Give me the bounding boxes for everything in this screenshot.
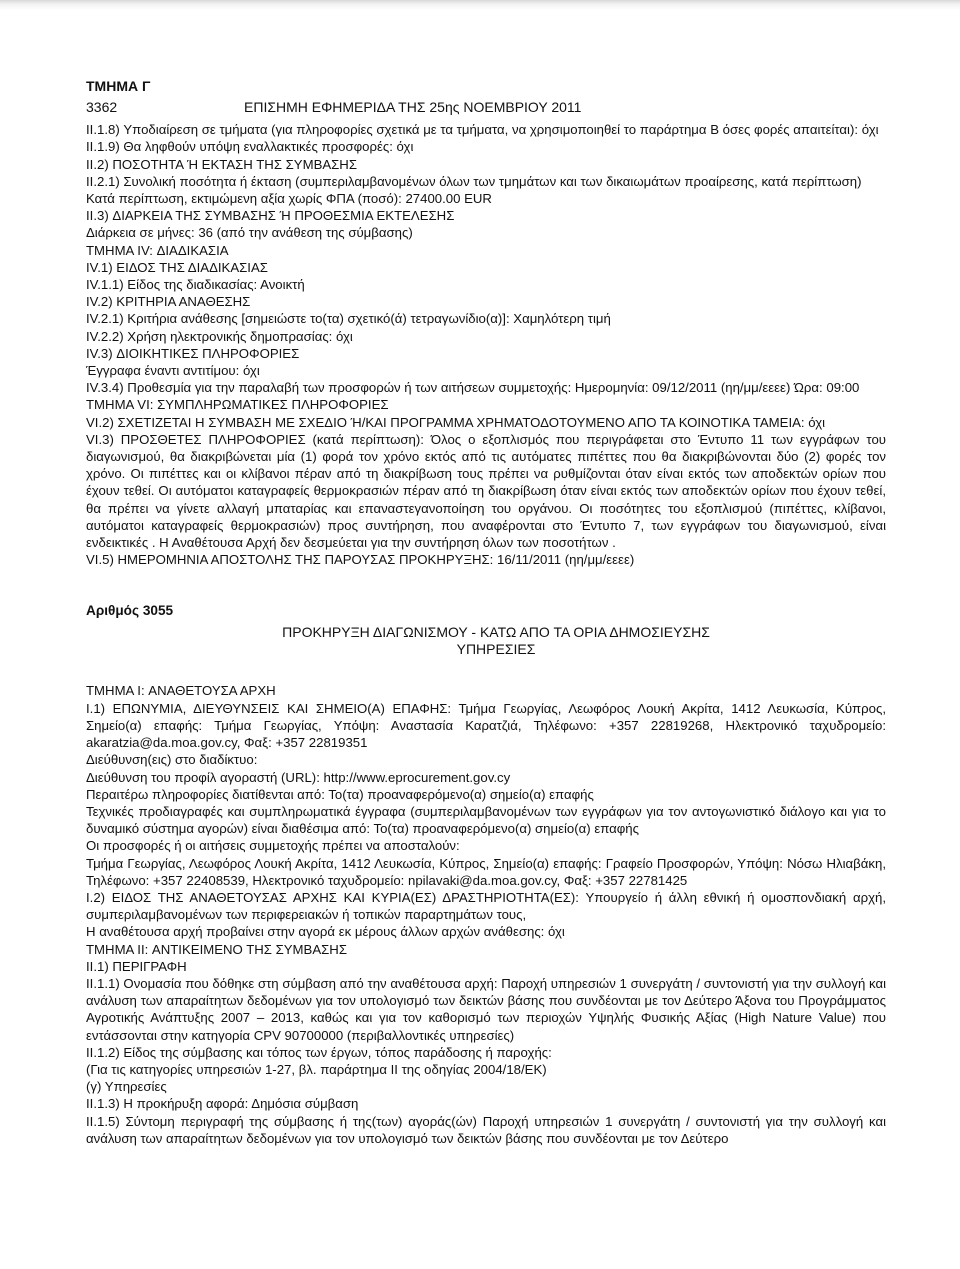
gazette-page (86, 78, 886, 1147)
paragraph: Διεύθυνση του προφίλ αγοραστή (URL): http://www.eprocurement.gov.cy (86, 769, 511, 785)
paragraph: (γ) Υπηρεσίες (86, 1079, 167, 1095)
paragraph: (Για τις κατηγορίες υπηρεσιών 1-27, βλ. παράρτημα II της οδηγίας 2004/18/ΕΚ) (86, 1061, 547, 1077)
paragraph: Κατά περίπτωση, εκτιμώμενη αξία χωρίς ΦΠΑ (ποσό): 27400.00 EUR (86, 191, 492, 207)
paragraph: ΤΜΗΜΑ II: ΑΝΤΙΚΕΙΜΕΝΟ ΤΗΣ ΣΥΜΒΑΣΗΣ (86, 941, 347, 957)
paragraph: VI.2) ΣΧΕΤΙΖΕΤΑΙ Η ΣΥΜΒΑΣΗ ΜΕ ΣΧΕΔΙΟ Ή/ΚΑΙ ΠΡΟΓΡΑΜΜΑ ΧΡΗΜΑΤΟΔΟΤΟΥΜΕΝΟ ΑΠΟ ΤΑ ΚΟΙΝΟΤΙΚΑ ΤΑΜΕΙΑ: όχι (86, 414, 826, 430)
paragraph: II.1.5) Σύντομη περιγραφή της σύμβασης ή της(των) αγοράς(ών) Παροχή υπηρεσιών 1 συνεργάτη / συντονιστή για την συλλογή και ανάλυση των απαραίτητων δεδομένων για τον υπολογισμό των δεικτών βάσης που συνδέονται με τον Δεύτερο (86, 1113, 886, 1146)
section-label: ΤΜΗΜΑ Γ (86, 78, 151, 94)
page-number: 3362 (86, 99, 118, 116)
paragraph: II.1) ΠΕΡΙΓΡΑΦΗ (86, 958, 187, 974)
paragraph: Διάρκεια σε μήνες: 36 (από την ανάθεση της σύμβασης) (86, 225, 413, 241)
paragraph: II.2) ΠΟΣΟΤΗΤΑ Ή ΕΚΤΑΣΗ ΤΗΣ ΣΥΜΒΑΣΗΣ (86, 156, 357, 172)
gazette-title: ΕΠΙΣΗΜΗ ΕΦΗΜΕΡΙΔΑ ΤΗΣ 25ης ΝΟΕΜΒΡΙΟΥ 2011 (244, 99, 582, 116)
notice-number-row (86, 602, 886, 624)
paragraph: IV.3.4) Προθεσμία για την παραλαβή των προσφορών ή των αιτήσεων συμμετοχής: Ημερομηνία: 09/12/2011 (ηη/μμ/εεεε) Ώρα: 09:00 (86, 380, 860, 396)
scan-edge (0, 0, 960, 10)
paragraph: VI.5) ΗΜΕΡΟΜΗΝΙΑ ΑΠΟΣΤΟΛΗΣ ΤΗΣ ΠΑΡΟΥΣΑΣ ΠΡΟΚΗΡΥΞΗΣ: 16/11/2011 (ηη/μμ/εεεε) (86, 552, 635, 568)
paragraph: Η αναθέτουσα αρχή προβαίνει στην αγορά εκ μέρους άλλων αρχών ανάθεσης: όχι (86, 924, 565, 940)
paragraph: IV.2.1) Κριτήρια ανάθεσης [σημειώστε το(τα) σχετικό(ά) τετραγωνίδιο(α)]: Χαμηλότερη τιμή (86, 311, 611, 327)
paragraph: Οι προσφορές ή οι αιτήσεις συμμετοχής πρέπει να αποσταλούν: (86, 838, 460, 854)
paragraph: IV.2.2) Χρήση ηλεκτρονικής δημοπρασίας: όχι (86, 328, 353, 344)
paragraph: ΤΜΗΜΑ VI: ΣΥΜΠΛΗΡΩΜΑΤΙΚΕΣ ΠΛΗΡΟΦΟΡΙΕΣ (86, 397, 389, 413)
paragraph: II.1.8) Υποδιαίρεση σε τμήματα (για πληροφορίες σχετικά με τα τμήματα, να χρησιμοποιηθεί το παράρτημα Β όσες φορές απαιτείται): όχι (86, 122, 879, 138)
paragraph: Τμήμα Γεωργίας, Λεωφόρος Λουκή Ακρίτα, 1412 Λευκωσία, Κύπρος, Σημείο(α) επαφής: Γραφείο Προσφορών, Υπόψη: Νόσω Ηλιαβάκη, Τηλέφωνο: +357 22408539, Ηλεκτρονικό ταχυδρομείο: npilavaki@da.moa.gov.cy, Φαξ: +357 22781425 (86, 855, 886, 888)
paragraph: IV.2) ΚΡΙΤΗΡΙΑ ΑΝΑΘΕΣΗΣ (86, 294, 251, 310)
paragraph: II.1.1) Ονομασία που δόθηκε στη σύμβαση από την αναθέτουσα αρχή: Παροχή υπηρεσιών 1 συνεργάτη / συντονιστή για την συλλογή και ανάλυση των απαραίτητων δεδομένων για τον υπολογισμό των δεικτών βάσης που συνδέονται με τον Δεύτερο Άξονα του Προγράμματος Αγροτικής Ανάπτυξης 2007 – 2013, καθώς και για τον καθορισμό των περιοχών Υψηλής Φυσικής Αξίας (High Nature Value) που εντάσσονται στην κατηγορία CPV 90700000 (περιβαλλοντικές υπηρεσίες) (86, 975, 886, 1043)
paragraph: Περαιτέρω πληροφορίες διατίθενται από: Το(τα) προαναφερόμενο(α) σημείο(α) επαφής (86, 786, 594, 802)
paragraph: II.2.1) Συνολική ποσότητα ή έκταση (συμπεριλαμβανομένων όλων των τμημάτων και των δικαιωμάτων προαίρεσης, κατά περίπτωση) (86, 173, 862, 189)
paragraph: VI.3) ΠΡΟΣΘΕΤΕΣ ΠΛΗΡΟΦΟΡΙΕΣ (κατά περίπτωση): Όλος ο εξοπλισμός που περιγράφεται στο Έντυπο 11 των εγγράφων του διαγωνισμού, θα διακριβώνεται μία (1) φορά τον χρόνο εκτός από τις αυτόματες πιπέττες που θα διακριβώνονται δύο (2) φορές τον χρόνο. Οι πιπέττες και οι κλίβανοι πέραν από τη διακρίβωση τους πρέπει να ρυθμίζονται όταν είναι εκτός των αποδεκτών ορίων που έχουν τεθεί. Οι αυτόματοι καταγραφείς θερμοκρασιών πέραν από τη διακρίβωση όταν είναι εκτός των αποδεκτών ορίων που έχουν τεθεί, θα πρέπει να γίνετε αλλαγή μπαταρίας και επαναστεγανοποίηση του οργάνου. Οι ποσότητες του εξοπλισμού (πιπέττες, κλίβανοι, αυτόματοι καταγραφείς θερμοκρασιών) προς συντήρηση, που αναφέρονται στο Έντυπο 7, των εγγράφων του διαγωνισμού, είναι ενδεικτικές . Η Αναθέτουσα Αρχή δεν δεσμεύεται για την συντήρηση όλων των ποσοτήτων . (86, 431, 886, 551)
notice-title-line: ΠΡΟΚΗΡΥΞΗ ΔΙΑΓΩΝΙΣΜΟΥ - ΚΑΤΩ ΑΠΟ ΤΑ ΟΡΙΑ ΔΗΜΟΣΙΕΥΣΗΣ (282, 624, 710, 641)
paragraph: II.1.2) Είδος της σύμβασης και τόπος των έργων, τόπος παράδοσης ή παροχής: (86, 1044, 552, 1060)
paragraph: Τεχνικές προδιαγραφές και συμπληρωματικά έγγραφα (συμπεριλαμβανομένων των εγγράφων για τον αντογωνιστικό διάλογο και για το δυναμικό σύστημα αγορών) είναι διαθέσιμα από: Το(τα) προαναφερόμενο(α) σημείο(α) επαφής (86, 803, 886, 837)
paragraph: IV.1) ΕΙΔΟΣ ΤΗΣ ΔΙΑΔΙΚΑΣΙΑΣ (86, 259, 268, 275)
notice-continuation (86, 121, 886, 568)
paragraph: ΤΜΗΜΑ I: ΑΝΑΘΕΤΟΥΣΑ ΑΡΧΗ (86, 683, 276, 699)
paragraph: II.1.3) Η προκήρυξη αφορά: Δημόσια σύμβαση (86, 1096, 359, 1112)
paragraph: Διεύθυνση(εις) στο διαδίκτυο: (86, 752, 258, 768)
paragraph: ΤΜΗΜΑ IV: ΔΙΑΔΙΚΑΣΙΑ (86, 242, 229, 258)
notice-title-line: ΥΠΗΡΕΣΙΕΣ (456, 641, 536, 658)
paragraph: Έγγραφα έναντι αντιτίμου: όχι (86, 363, 260, 379)
paragraph: I.1) ΕΠΩΝΥΜΙΑ, ΔΙΕΥΘΥΝΣΕΙΣ ΚΑΙ ΣΗΜΕΙΟ(Α) ΕΠΑΦΗΣ: Τμήμα Γεωργίας, Λεωφόρος Λουκή Ακρίτα, 1412 Λευκωσία, Κύπρος, Σημείο(α) επαφής: Τμήμα Γεωργίας, Υπόψη: Αναστασία Καρατζιά, Τηλέφωνο: +357 22819268, Ηλεκτρονικό ταχυδρομείο: akaratzia@da.moa.gov.cy, Φαξ: +357 22819351 (86, 700, 886, 751)
notice-title (86, 624, 886, 658)
paragraph: II.3) ΔΙΑΡΚΕΙΑ ΤΗΣ ΣΥΜΒΑΣΗΣ Ή ΠΡΟΘΕΣΜΙΑ ΕΚΤΕΛΕΣΗΣ (86, 208, 455, 224)
paragraph: IV.3) ΔΙΟΙΚΗΤΙΚΕΣ ΠΛΗΡΟΦΟΡΙΕΣ (86, 345, 300, 361)
notice-number: Αριθμός 3055 (86, 603, 174, 619)
notice-body (86, 682, 886, 1146)
paragraph: II.1.9) Θα ληφθούν υπόψη εναλλακτικές προσφορές: όχι (86, 139, 414, 155)
paragraph: I.2) ΕΙΔΟΣ ΤΗΣ ΑΝΑΘΕΤΟΥΣΑΣ ΑΡΧΗΣ ΚΑΙ ΚΥΡΙΑ(ΕΣ) ΔΡΑΣΤΗΡΙΟΤΗΤΑ(ΕΣ): Υπουργείο ή άλλη εθνική ή ομοσπονδιακή αρχή, συμπεριλαμβανομένων των περιφερειακών ή τοπικών παραρτημάτων τους, (86, 889, 886, 923)
page-header (86, 95, 886, 117)
paragraph: IV.1.1) Είδος της διαδικασίας: Ανοικτή (86, 277, 305, 293)
